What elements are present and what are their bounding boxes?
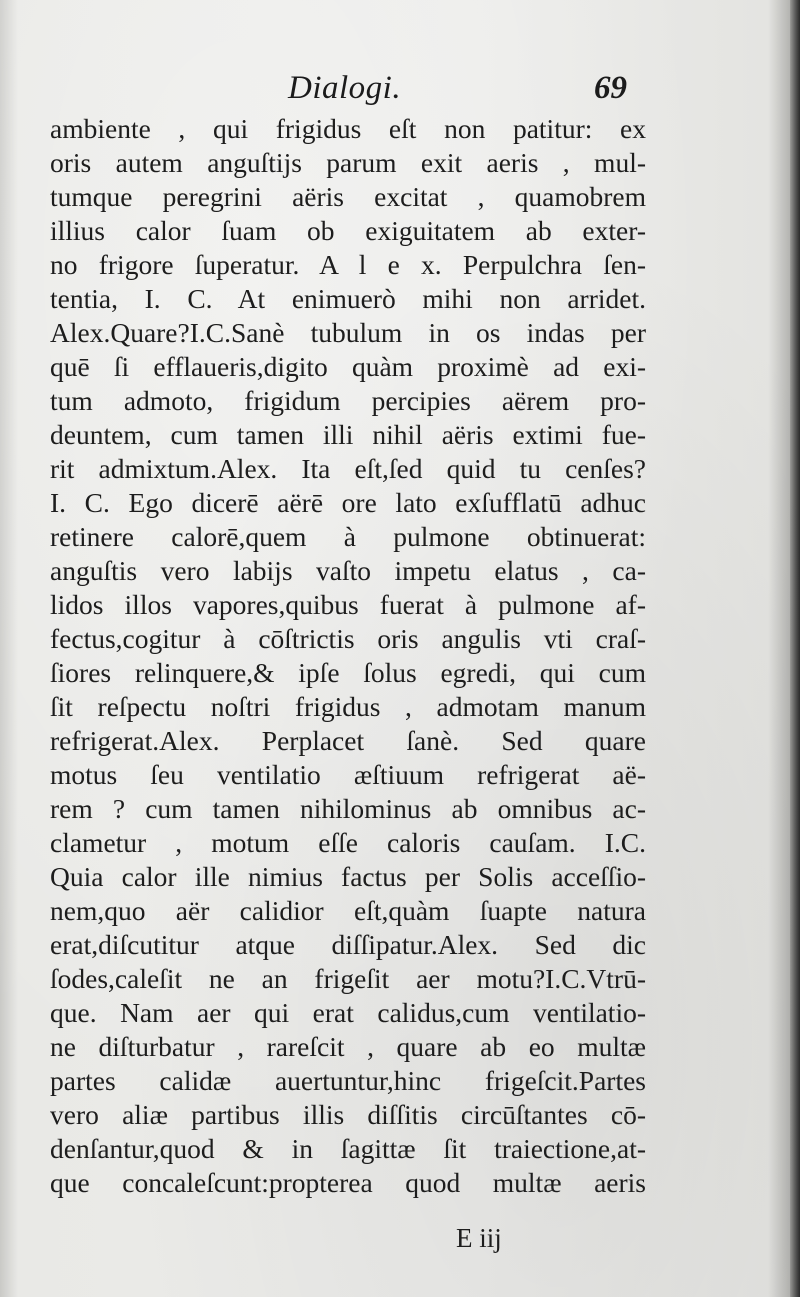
page-number: 69 (594, 70, 627, 106)
text-line: tentia, I. C. At enimuerò mihi non arridet. (50, 283, 646, 314)
text-line: refrigerat.Alex. Perplacet ſanè. Sed quare (50, 725, 646, 756)
text-line: tumque peregrini aëris excitat , quamobrem (50, 181, 646, 212)
text-line: ſiores relinquere,& ipſe ſolus egredi, qui cum (50, 657, 646, 688)
text-line: deuntem, cum tamen illi nihil aëris extimi fue- (50, 419, 646, 450)
text-line: clametur , motum eſſe caloris cauſam. I.C. (50, 827, 646, 858)
text-line: ſodes,caleſit ne an frigeſit aer motu?I.C.Vtrū- (50, 963, 646, 994)
text-line: ſit reſpectu noſtri frigidus , admotam manum (50, 691, 646, 722)
text-line: rit admixtum.Alex. Ita eſt,ſed quid tu cenſes? (50, 453, 646, 484)
text-line: no frigore ſuperatur. A l e x. Perpulchra ſen- (50, 249, 646, 280)
signature-mark: E iij (456, 1223, 502, 1253)
text-line: quē ſi efflaueris,digito quàm proximè ad exi- (50, 351, 646, 382)
text-line: anguſtis vero labijs vaſto impetu elatus , ca- (50, 555, 646, 586)
text-line: oris autem anguſtijs parum exit aeris , mul- (50, 147, 646, 178)
text-line: que. Nam aer qui erat calidus,cum ventilatio- (50, 997, 646, 1028)
text-line: ambiente , qui frigidus eſt non patitur: ex (50, 113, 646, 144)
page-edge-shadow (790, 0, 800, 1297)
text-line: I. C. Ego dicerē aërē ore lato exſufflatū adhuc (50, 487, 646, 518)
text-line: vero aliæ partibus illis diſſitis circūſtantes cō- (50, 1099, 646, 1130)
text-line: Alex.Quare?I.C.Sanè tubulum in os indas per (50, 317, 646, 348)
text-line: nem,quo aër calidior eſt,quàm ſuapte natura (50, 895, 646, 926)
text-line: ne diſturbatur , rareſcit , quare ab eo multæ (50, 1031, 646, 1062)
text-line: fectus,cogitur à cōſtrictis oris angulis vti craſ- (50, 623, 646, 654)
text-line: lidos illos vapores,quibus fuerat à pulmone af- (50, 589, 646, 620)
text-line: erat,diſcutitur atque diſſipatur.Alex. Sed dic (50, 929, 646, 960)
text-line: Quia calor ille nimius factus per Solis acceſſio- (50, 861, 646, 892)
running-title: Dialogi. (288, 70, 402, 106)
text-line: tum admoto, frigidum percipies aërem pro- (50, 385, 646, 416)
text-line: retinere calorē,quem à pulmone obtinuerat: (50, 521, 646, 552)
text-line: motus ſeu ventilatio æſtiuum refrigerat aë- (50, 759, 646, 790)
text-line: que concaleſcunt:propterea quod multæ aeris (50, 1167, 646, 1198)
body-text (50, 112, 646, 1200)
text-line: illius calor ſuam ob exiguitatem ab exter- (50, 215, 646, 246)
text-line: partes calidæ auertuntur,hinc frigeſcit.Partes (50, 1065, 646, 1096)
page-header (48, 70, 648, 110)
text-line: rem ? cum tamen nihilominus ab omnibus ac- (50, 793, 646, 824)
text-line: denſantur,quod & in ſagittæ ſit traiectione,at- (50, 1133, 646, 1164)
